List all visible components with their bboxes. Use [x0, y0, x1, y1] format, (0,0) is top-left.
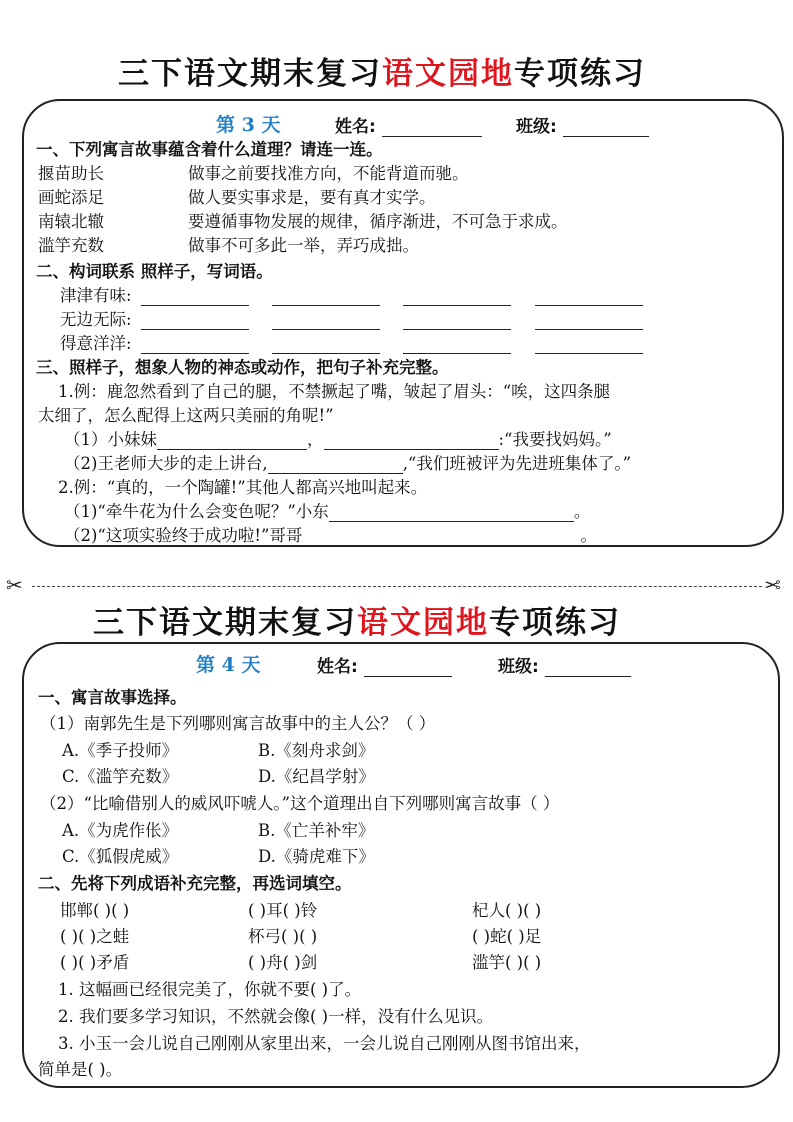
- word-example: 津津有味:: [60, 286, 132, 305]
- fill-sentence-3-line2[interactable]: 简单是( )。: [38, 1060, 123, 1079]
- example-1-line2: 太细了，怎么配得上这两只美丽的角呢!”: [38, 406, 334, 425]
- question-text: （1）小妹妹: [64, 430, 157, 449]
- fill-sentence-1[interactable]: 1. 这幅画已经很完美了，你就不要( )了。: [58, 980, 362, 999]
- title-highlight: 语文园地: [357, 605, 489, 641]
- example-1-line1: 1.例：鹿忽然看到了自己的腿，不禁撅起了嘴，皱起了眉头：“唉，这四条腿: [58, 382, 611, 401]
- sheet1-section1-heading: 一、下列寓言故事蕴含着什么道理？请连一连。: [36, 140, 383, 159]
- question-text: （2)“这项实验终于成功啦!”哥哥: [64, 526, 303, 545]
- word-blank[interactable]: [535, 339, 643, 354]
- title-part: 专项练习: [489, 605, 621, 641]
- title-highlight: 语文园地: [382, 56, 514, 92]
- sheet2-section1-heading: 一、寓言故事选择。: [38, 688, 187, 707]
- sheet2-title: [93, 597, 621, 642]
- scissors-icon: ✂: [6, 573, 23, 597]
- word-blank[interactable]: [535, 291, 643, 306]
- idiom-blank[interactable]: ( )( )矛盾: [60, 953, 130, 972]
- word-blank[interactable]: [141, 291, 249, 306]
- idiom-blank[interactable]: 杯弓( )( ): [248, 927, 318, 946]
- answer-blank[interactable]: [157, 435, 307, 450]
- name-blank[interactable]: [364, 656, 452, 677]
- choice-option[interactable]: C.《狐假虎威》: [62, 847, 179, 866]
- word-row: [60, 282, 643, 306]
- question-text: ,“我们班被评为先进班集体了。”: [402, 454, 632, 473]
- sheet1-section2-heading: 二、构词联系 照样子，写词语。: [36, 262, 273, 281]
- scissors-icon: ✂: [764, 573, 781, 597]
- word-blank[interactable]: [403, 339, 511, 354]
- idiom-blank[interactable]: ( )蛇( )足: [472, 927, 542, 946]
- class-blank[interactable]: [563, 116, 649, 137]
- word-blank[interactable]: [535, 315, 643, 330]
- cut-line: [32, 586, 762, 587]
- choice-question-1: （1）南郭先生是下列哪则寓言故事中的主人公？（ ）: [40, 714, 436, 733]
- choice-option[interactable]: B.《亡羊补牢》: [258, 821, 375, 840]
- question-text: 。: [580, 526, 597, 545]
- day-label: 第 4 天: [196, 654, 261, 676]
- answer-blank[interactable]: [329, 507, 574, 522]
- word-blank[interactable]: [272, 339, 380, 354]
- question-4: [64, 522, 597, 546]
- fill-sentence-3-line1: 3. 小玉一会儿说自己刚刚从家里出来，一会儿说自己刚刚从图书馆出来，: [58, 1034, 591, 1053]
- sheet2-section2-heading: 二、先将下列成语补充完整，再选词填空。: [38, 874, 352, 893]
- question-text: （1)“牵牛花为什么会变色呢？”小东: [64, 502, 329, 521]
- match-meaning[interactable]: 做事之前要找准方向，不能背道而驰。: [188, 164, 469, 183]
- word-blank[interactable]: [403, 291, 511, 306]
- question-text: 。: [573, 502, 591, 521]
- choice-option[interactable]: B.《刻舟求剑》: [258, 741, 375, 760]
- sheet1-header: [216, 110, 280, 137]
- choice-question-2: （2）“比喻借别人的威风吓唬人。”这个道理出自下列哪则寓言故事（ ）: [40, 794, 560, 813]
- idiom-blank[interactable]: 杞人( )( ): [472, 901, 542, 920]
- word-blank[interactable]: [272, 291, 380, 306]
- choice-option[interactable]: D.《纪昌学射》: [258, 767, 375, 786]
- idiom-blank[interactable]: ( )舟( )剑: [248, 953, 318, 972]
- word-row: [60, 306, 643, 330]
- answer-blank[interactable]: [268, 459, 403, 474]
- match-meaning[interactable]: 做事不可多此一举，弄巧成拙。: [188, 236, 419, 255]
- word-blank[interactable]: [141, 339, 249, 354]
- title-part: 三下语文期末复习: [93, 605, 357, 641]
- name-label: 姓名:: [335, 117, 376, 137]
- answer-blank[interactable]: [302, 531, 580, 546]
- question-3: [64, 498, 590, 522]
- name-field-1[interactable]: [335, 112, 482, 137]
- match-idiom[interactable]: 滥竽充数: [38, 236, 104, 255]
- match-idiom[interactable]: 画蛇添足: [38, 188, 104, 207]
- match-meaning[interactable]: 要遵循事物发展的规律，循序渐进，不可急于求成。: [188, 212, 568, 231]
- answer-blank[interactable]: [324, 435, 499, 450]
- name-blank[interactable]: [382, 116, 482, 137]
- fill-sentence-2[interactable]: 2. 我们要多学习知识，不然就会像( )一样，没有什么见识。: [58, 1007, 494, 1026]
- question-text: （2)王老师大步的走上讲台,: [64, 454, 268, 473]
- match-idiom[interactable]: 揠苗助长: [38, 164, 104, 183]
- word-blank[interactable]: [141, 315, 249, 330]
- idiom-blank[interactable]: ( )耳( )铃: [248, 901, 318, 920]
- name-label: 姓名:: [317, 657, 358, 677]
- example-2: 2.例：“真的，一个陶罐!”其他人都高兴地叫起来。: [58, 478, 428, 497]
- idiom-blank[interactable]: 滥竽( )( ): [472, 953, 542, 972]
- question-text: :“我要找妈妈。”: [498, 430, 612, 449]
- class-field-1[interactable]: [516, 112, 649, 137]
- sheet1-title: [118, 48, 646, 93]
- word-example: 无边无际:: [60, 310, 132, 329]
- choice-option[interactable]: C.《滥竽充数》: [62, 767, 179, 786]
- match-idiom[interactable]: 南辕北辙: [38, 212, 104, 231]
- name-field-2[interactable]: [317, 652, 452, 677]
- word-example: 得意洋洋:: [60, 334, 132, 353]
- idiom-blank[interactable]: 邯郸( )( ): [60, 901, 130, 920]
- question-1: [64, 426, 612, 450]
- title-part: 专项练习: [514, 56, 646, 92]
- day-label: 第 3 天: [216, 114, 281, 136]
- title-part: 三下语文期末复习: [118, 56, 382, 92]
- class-label: 班级:: [498, 657, 539, 677]
- sheet1-section3-heading: 三、照样子，想象人物的神态或动作，把句子补充完整。: [36, 358, 449, 377]
- word-blank[interactable]: [403, 315, 511, 330]
- question-2: [64, 450, 631, 474]
- idiom-blank[interactable]: ( )( )之蛙: [60, 927, 130, 946]
- class-label: 班级:: [516, 117, 557, 137]
- class-field-2[interactable]: [498, 652, 631, 677]
- choice-option[interactable]: A.《季子投师》: [62, 741, 179, 760]
- question-text: ，: [307, 430, 324, 449]
- match-meaning[interactable]: 做人要实事求是，要有真才实学。: [188, 188, 436, 207]
- word-row: [60, 330, 643, 354]
- choice-option[interactable]: D.《骑虎难下》: [258, 847, 375, 866]
- choice-option[interactable]: A.《为虎作伥》: [62, 821, 179, 840]
- class-blank[interactable]: [545, 656, 631, 677]
- sheet2-header: [196, 650, 260, 677]
- word-blank[interactable]: [272, 315, 380, 330]
